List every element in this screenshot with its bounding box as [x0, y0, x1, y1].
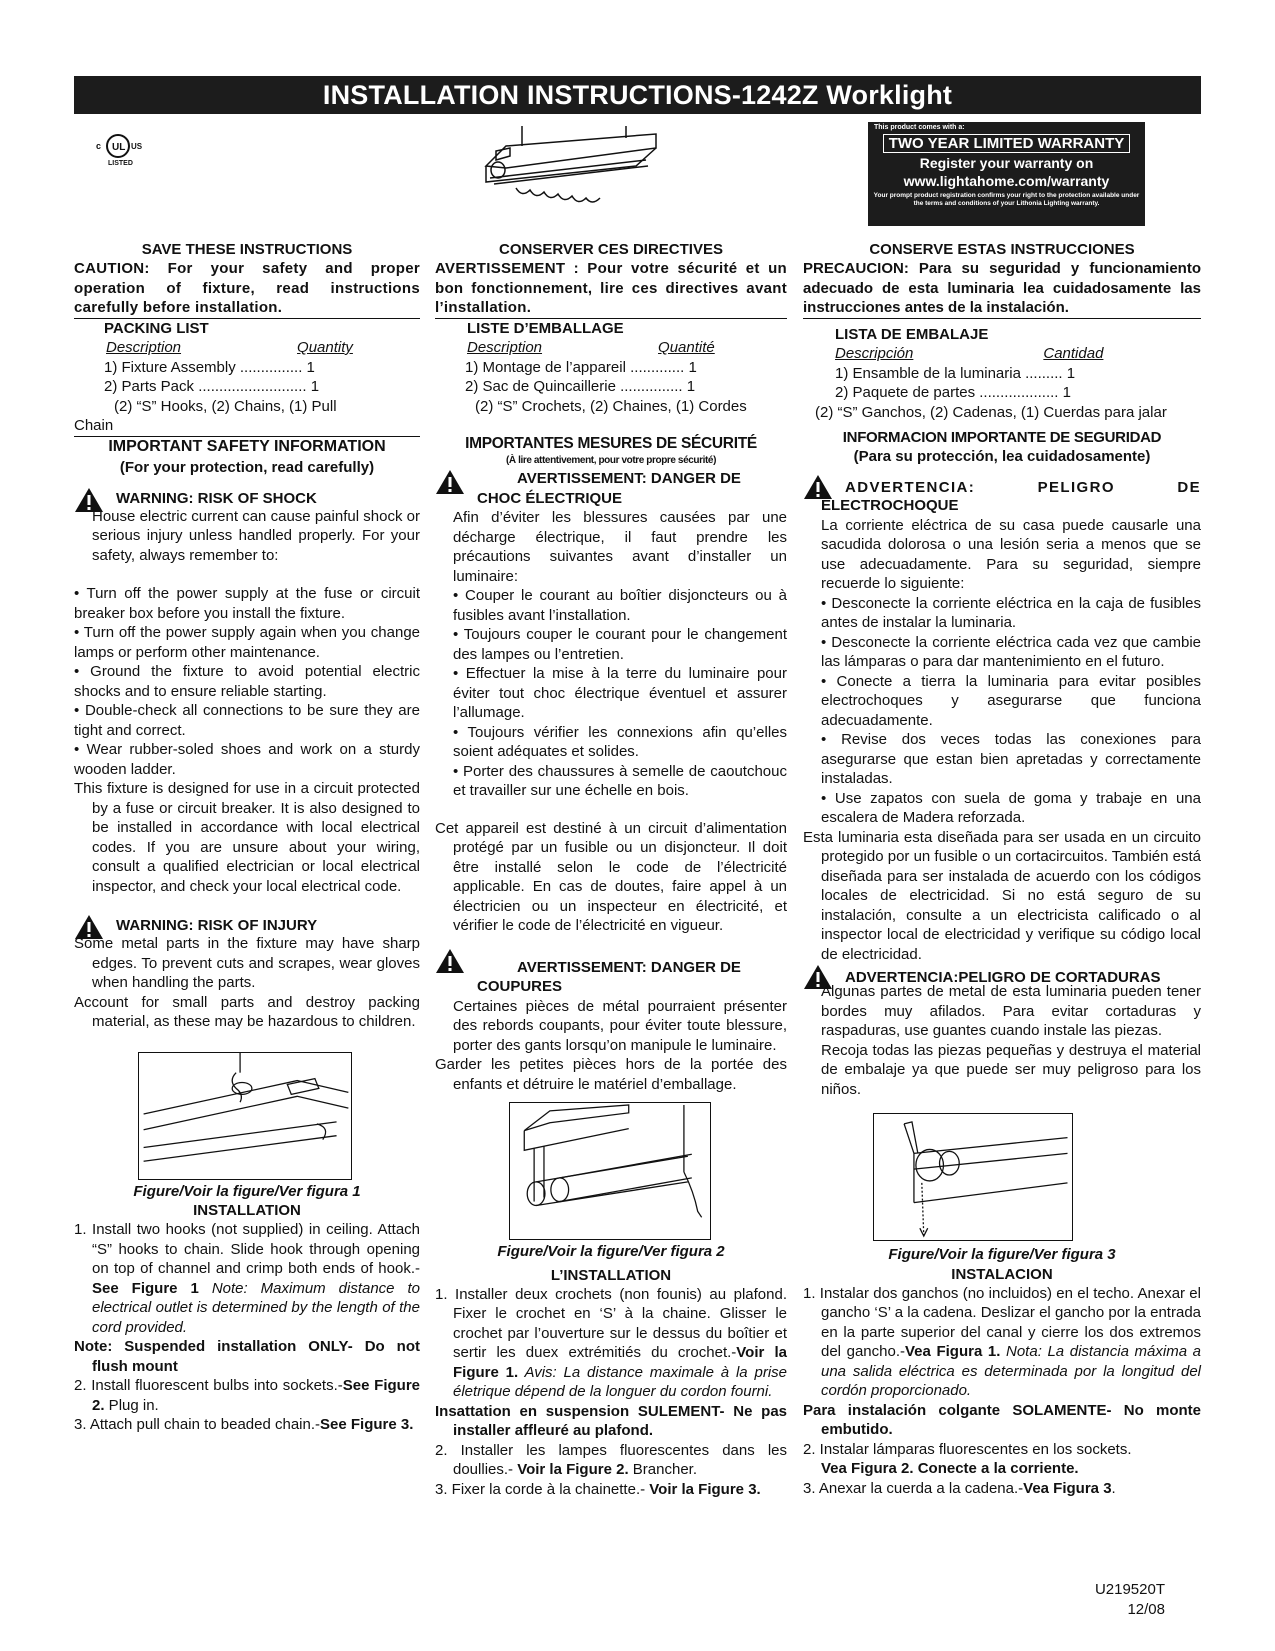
step-1: 1. Instalar dos ganchos (no incluidos) en el techo. Anexar el gancho ‘S’ a la cadena. Deslizar el gancho por la entrada en la parte superior del canal y cierre los dos extremos del gancho.-Vea Figura 1. Nota: La distancia máxima a una salida eléctrica es determinada por la longitud del cordón proporcionado.	[803, 1284, 1201, 1399]
step-3: 3. Anexar la cuerda a la cadena.-Vea Figura 3.	[803, 1479, 1116, 1497]
safety-title: IMPORTANT SAFETY INFORMATION	[108, 437, 386, 455]
safety-bullet: • Turn off the power supply again when you change lamps or perform other maintenance.	[74, 624, 420, 661]
injury-text: Some metal parts in the fixture may have sharp edges. To prevent cuts and scrapes, wear gloves when handling the parts.	[74, 935, 420, 991]
injury-text: Algunas partes de metal de esta luminaria pueden tener bordes muy afilados. Para evitar cortaduras y raspaduras, use guantes cuando instale las piezas.	[821, 983, 1201, 1039]
safety-subtitle: (For your protection, read carefully)	[119, 458, 375, 476]
warning-shock-label-1: ADVERTENCIA: PELIGRO DE	[845, 479, 1201, 496]
packing-list-title: PACKING LIST	[104, 319, 209, 337]
packing-list-title: LISTE D’EMBALLAGE	[467, 319, 624, 337]
shock-text: La corriente eléctrica de su casa puede causarle una sacudida dolorosa o una lesión seria a menos que se use adecuadamente. Para su seguridad, siempre recuerde lo siguiente:	[821, 516, 1201, 592]
warning-icon	[435, 469, 465, 495]
svg-text:UL: UL	[112, 142, 126, 153]
account-text: Account for small parts and destroy packing material, as these may be hazardous to children.	[74, 993, 420, 1030]
safety-bullet: • Conecte a tierra la luminaria para evitar posibles electrochoques y asegurarse que funciona adecuadamente.	[821, 672, 1201, 729]
warning-injury	[435, 948, 787, 997]
warning-icon	[435, 948, 465, 974]
packing-item: 1) Montage de l’appareil ............. 1	[465, 358, 697, 376]
safety-bullet: • Toujours couper le courant pour le changement des lampes ou l’entretien.	[453, 626, 787, 663]
warning-shock-label: AVERTISSEMENT: DANGER DE CHOC ÉLECTRIQUE	[477, 470, 741, 507]
step-3: 3. Fixer la corde à la chainette.- Voir la Figure 3.	[435, 1480, 761, 1498]
safety-bullet: • Use zapatos con suela de goma y trabaje en una escalera de Madera reforzada.	[821, 789, 1201, 826]
packing-item: 1) Fixture Assembly ............... 1	[104, 358, 315, 376]
figure-3-illustration	[873, 1113, 1073, 1241]
warranty-register: Register your warranty on	[919, 154, 1094, 171]
document-footer	[1095, 1580, 1165, 1620]
figure-2-illustration	[509, 1102, 711, 1240]
safety-subtitle: (Para su protección, lea cuidadosamente)	[853, 448, 1151, 465]
packing-item-cont: Chain	[74, 416, 420, 437]
caution-text: PRECAUCION: Para su seguridad y funcionamiento adecuado de esta luminaria lea cuidadosamente las instrucciones antes de la instalación.	[803, 259, 1201, 319]
safety-bullet: • Porter des chaussures à semelle de caoutchouc et travailler sur une échelle en bois.	[453, 762, 787, 799]
account-text: Recoja todas las piezas pequeñas y destruya el material de embalaje ya que puede ser muy peligroso para los niños.	[821, 1041, 1201, 1098]
step-3: 3. Attach pull chain to beaded chain.-See Figure 3.	[74, 1416, 414, 1433]
description-label: Description	[467, 339, 543, 356]
packing-item: 2) Paquete de partes ................... 1	[835, 384, 1071, 401]
safety-bullet: • Turn off the power supply at the fuse or circuit breaker box before you install the fixture.	[74, 585, 420, 622]
safety-bullet: • Desconecte la corriente eléctrica en la caja de fusibles antes de instalar la luminaria.	[821, 594, 1201, 631]
circuit-text: Cet appareil est destiné à un circuit d’alimentation protégé par un fusible ou un disjoncteur. Il doit être installé selon le code de l’électricité applicable. En cas de doutes, faire appel à un électricien ou un inspecteur en électricité, et vérifier le code de l’électricité en vigueur.	[435, 819, 787, 934]
save-heading: CONSERVE ESTAS INSTRUCCIONES	[869, 241, 1135, 258]
installation-title: INSTALACION	[951, 1265, 1053, 1283]
figure-1-illustration	[138, 1052, 352, 1180]
step-2: 2. Installer les lampes fluorescentes dans les doullies.- Voir la Figure 2. Brancher.	[435, 1441, 787, 1478]
packing-header	[803, 344, 1201, 364]
warranty-box	[868, 122, 1145, 226]
warning-injury-label: ADVERTENCIA:PELIGRO DE CORTADURAS	[845, 969, 1161, 986]
packing-header	[435, 338, 787, 358]
ul-listed-logo	[88, 132, 148, 172]
warning-injury-label: AVERTISSEMENT: DANGER DE COUPURES	[477, 958, 741, 995]
safety-title: IMPORTANTES MESURES DE SÉCURITÉ	[465, 435, 757, 452]
safety-title: INFORMACION IMPORTANTE DE SEGURIDAD	[842, 429, 1162, 446]
circuit-text: Esta luminaria esta diseñada para ser usada en un circuito protegido por un fusible o un cortacircuitos. También está diseñada para ser instalada de acuerdo con los códigos locales de electricidad. Si no está seguro de su instalación, consulte a un electricista calificado o al inspector local de electricidad y verifique su código local de electricidad.	[803, 828, 1201, 963]
svg-text:US: US	[131, 142, 143, 151]
quantity-label: Quantity	[297, 339, 353, 356]
packing-item: 2) Parts Pack .......................... 1	[104, 378, 320, 395]
installation-title: INSTALLATION	[193, 1202, 301, 1219]
step-2: 2. Install fluorescent bulbs into sockets.-See Figure 2. Plug in.	[74, 1377, 420, 1414]
description-label: Description	[106, 339, 182, 356]
step-2: 2. Instalar lámparas fluorescentes en los sockets. Vea Figura 2. Conecte a la corriente.	[803, 1440, 1132, 1477]
installation-title: L’INSTALLATION	[550, 1266, 672, 1284]
packing-item: (2) “S” Hooks, (2) Chains, (1) Pull	[114, 397, 337, 415]
shock-text: Afin d’éviter les blessures causées par une décharge électrique, il faut prendre les précautions suivantes avant d’installer un luminaire:	[453, 509, 787, 585]
caution-text: CAUTION: For your safety and proper operation of fixture, read instructions carefully before installation.	[74, 259, 420, 319]
warning-injury-label: WARNING: RISK OF INJURY	[116, 917, 318, 934]
packing-item: (2) “S” Crochets, (2) Chaines, (1) Cordes	[475, 397, 747, 415]
account-text: Garder les petites pièces hors de la portée des enfants et détruire le matériel d’emballage.	[435, 1056, 787, 1093]
svg-text:c: c	[96, 141, 102, 151]
packing-item: 2) Sac de Quincaillerie ............... 1	[465, 378, 696, 395]
note-suspended: Para instalación colgante SOLAMENTE- No monte embutido.	[803, 1401, 1201, 1438]
safety-bullet: • Double-check all connections to be sure they are tight and correct.	[74, 702, 420, 739]
quantity-label: Quantité	[658, 339, 715, 356]
warranty-fine-print: Your prompt product registration confirms your right to the protection available under the terms and conditions of your Lithonia Lighting warranty.	[873, 191, 1140, 207]
description-label: Descripción	[835, 345, 914, 362]
step-1: 1. Install two hooks (not supplied) in ceiling. Attach “S” hooks to chain. Slide hook through opening on top of channel and crimp both ends of hook.-See Figure 1 Note: Maximum distance to electrical outlet is determined by the length of the cord provided.	[74, 1221, 421, 1336]
injury-text: Certaines pièces de métal pourraient présenter des rebords coupants, pour éviter toute blessure, porter des gants lorsqu’on manipule le luminaire.	[453, 997, 787, 1054]
page-title: INSTALLATION INSTRUCTIONS-1242Z Worklight	[74, 76, 1201, 114]
save-heading: SAVE THESE INSTRUCTIONS	[141, 241, 353, 258]
safety-bullet: • Couper le courant au boîtier disjoncteurs ou à fusibles avant l’installation.	[453, 587, 787, 624]
circuit-text: This fixture is designed for use in a circuit protected by a fuse or circuit breaker. It is also designed to be installed in accordance with local electrical codes. If you are unsure about your wiring, consult a qualified electrician or local electrical inspector, and check your local electrical code.	[74, 780, 420, 895]
save-heading: CONSERVER CES DIRECTIVES	[499, 241, 723, 258]
document-date: 12/08	[1127, 1601, 1165, 1618]
svg-text:LISTED: LISTED	[108, 160, 133, 167]
warning-shock-label: ELECTROCHOQUE	[821, 497, 959, 514]
warning-shock	[435, 469, 787, 508]
figure-3-caption: Figure/Voir la figure/Ver figura 3	[888, 1246, 1116, 1263]
safety-bullet: • Desconecte la corriente eléctrica cada vez que cambie las lámparas o para dar mantenimiento en el futuro.	[821, 633, 1201, 670]
warranty-intro: This product comes with a:	[874, 124, 965, 131]
shock-text: House electric current can cause painful shock or serious injury unless handled properly. For your safety, always remember to:	[92, 507, 420, 564]
safety-bullet: • Toujours vérifier les connexions afin qu’elles soient adéquates et solides.	[453, 723, 787, 760]
document-code: U219520T	[1094, 1581, 1165, 1598]
step-1: 1. Installer deux crochets (non founis) au plafond. Fixer le crochet en ‘S’ à la chaine. Glisser le crochet par l’ouverture sur le dessus du boîtier et sertir les duex extrémitiés du crochet.-Voir la Figure 1. Avis: La distance maximale à la prise életrique dépend de la longuer du cordon fourni.	[435, 1285, 787, 1400]
warranty-headline: TWO YEAR LIMITED WARRANTY	[883, 134, 1131, 153]
safety-bullet: • Effectuer la mise à la terre du luminaire pour éviter tout choc électrique éventuel et assurer l’allumage.	[453, 665, 787, 721]
packing-item: (2) “S” Ganchos, (2) Cadenas, (1) Cuerdas para jalar	[815, 403, 1167, 421]
note-suspended: Note: Suspended installation ONLY- Do not flush mount	[74, 1338, 420, 1375]
packing-item: 1) Ensamble de la luminaria ......... 1	[835, 364, 1076, 382]
spanish-column	[803, 240, 1201, 1498]
safety-bullet: • Revise dos veces todas las conexiones para asegurarse que estan bien apretadas y correctamente instaladas.	[821, 731, 1201, 787]
warranty-url: www.lightahome.com/warranty	[903, 172, 1110, 189]
fixture-illustration	[476, 126, 666, 226]
quantity-label: Cantidad	[1043, 345, 1104, 362]
figure-2-caption: Figure/Voir la figure/Ver figura 2	[497, 1243, 725, 1260]
safety-bullet: • Wear rubber-soled shoes and work on a sturdy wooden ladder.	[74, 741, 420, 778]
safety-bullet: • Ground the fixture to avoid potential electric shocks and to ensure reliable starting.	[74, 663, 420, 700]
warning-shock-label: WARNING: RISK OF SHOCK	[116, 489, 317, 507]
figure-1-caption: Figure/Voir la figure/Ver figura 1	[133, 1182, 361, 1200]
safety-subtitle: (À lire attentivement, pour votre propre sécurité)	[505, 455, 717, 466]
english-column	[74, 240, 420, 1435]
packing-header	[74, 338, 420, 358]
caution-text: AVERTISSEMENT : Pour votre sécurité et un bon fonctionnement, lire ces directives avant l’installation.	[435, 259, 787, 319]
note-suspended: Insattation en suspension SULEMENT- Ne pas installer affleuré au plafond.	[435, 1402, 787, 1439]
french-column	[435, 240, 787, 1499]
packing-list-title: LISTA DE EMBALAJE	[835, 325, 989, 343]
